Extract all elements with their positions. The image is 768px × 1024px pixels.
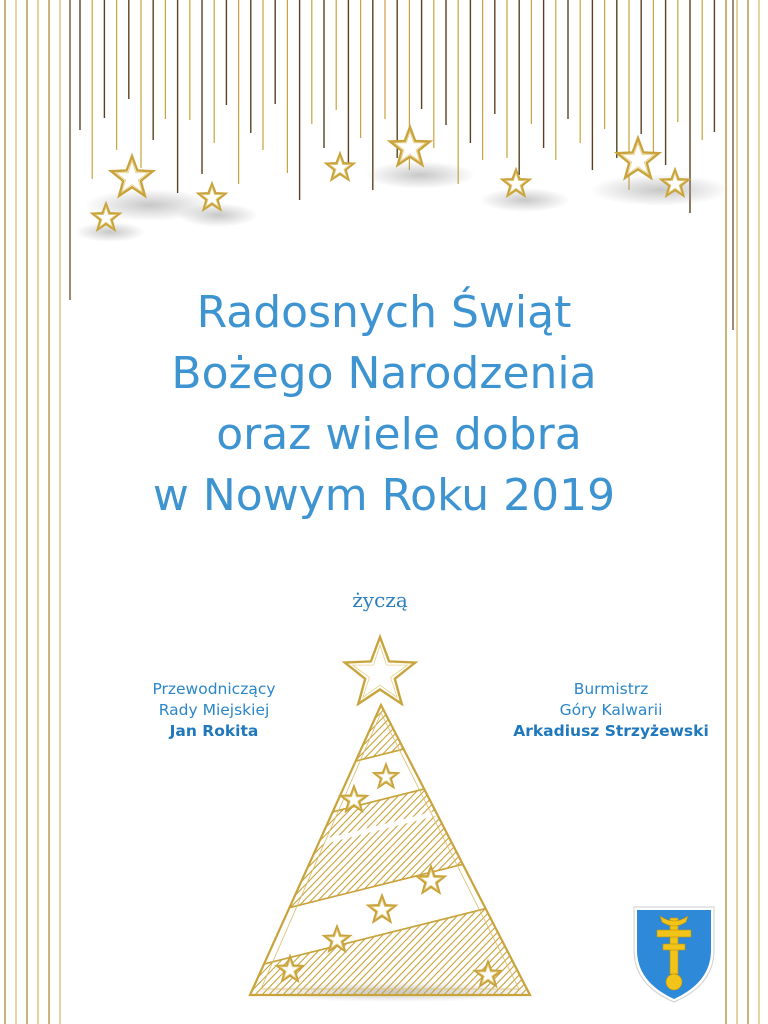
top-star-shape bbox=[345, 637, 415, 704]
greeting-line-4: w Nowym Roku 2019 bbox=[152, 470, 616, 521]
signer-left bbox=[104, 679, 324, 742]
greeting-line-2: Bożego Narodzenia bbox=[171, 348, 597, 399]
hanging-star-icon-7 bbox=[617, 138, 659, 178]
signer-left-title-2: Rady Miejskiej bbox=[158, 701, 270, 719]
signer-right-title-2: Góry Kalwarii bbox=[559, 701, 663, 719]
wish-word: życzą bbox=[352, 588, 408, 612]
greeting-line-3: oraz wiele dobra bbox=[216, 409, 582, 460]
signer-right bbox=[486, 679, 736, 742]
signer-left-title-1: Przewodniczący bbox=[152, 680, 276, 698]
greeting-text bbox=[0, 282, 768, 526]
signer-right-title-1: Burmistrz bbox=[573, 680, 649, 698]
tree-top-star-icon bbox=[345, 637, 415, 704]
greeting-line-1: Radosnych Świąt bbox=[196, 287, 572, 338]
signer-left-name: Jan Rokita bbox=[169, 722, 259, 740]
signer-right-name: Arkadiusz Strzyżewski bbox=[513, 722, 709, 740]
coat-of-arms-icon bbox=[634, 907, 714, 1002]
hanging-star-icon-4 bbox=[327, 154, 354, 179]
